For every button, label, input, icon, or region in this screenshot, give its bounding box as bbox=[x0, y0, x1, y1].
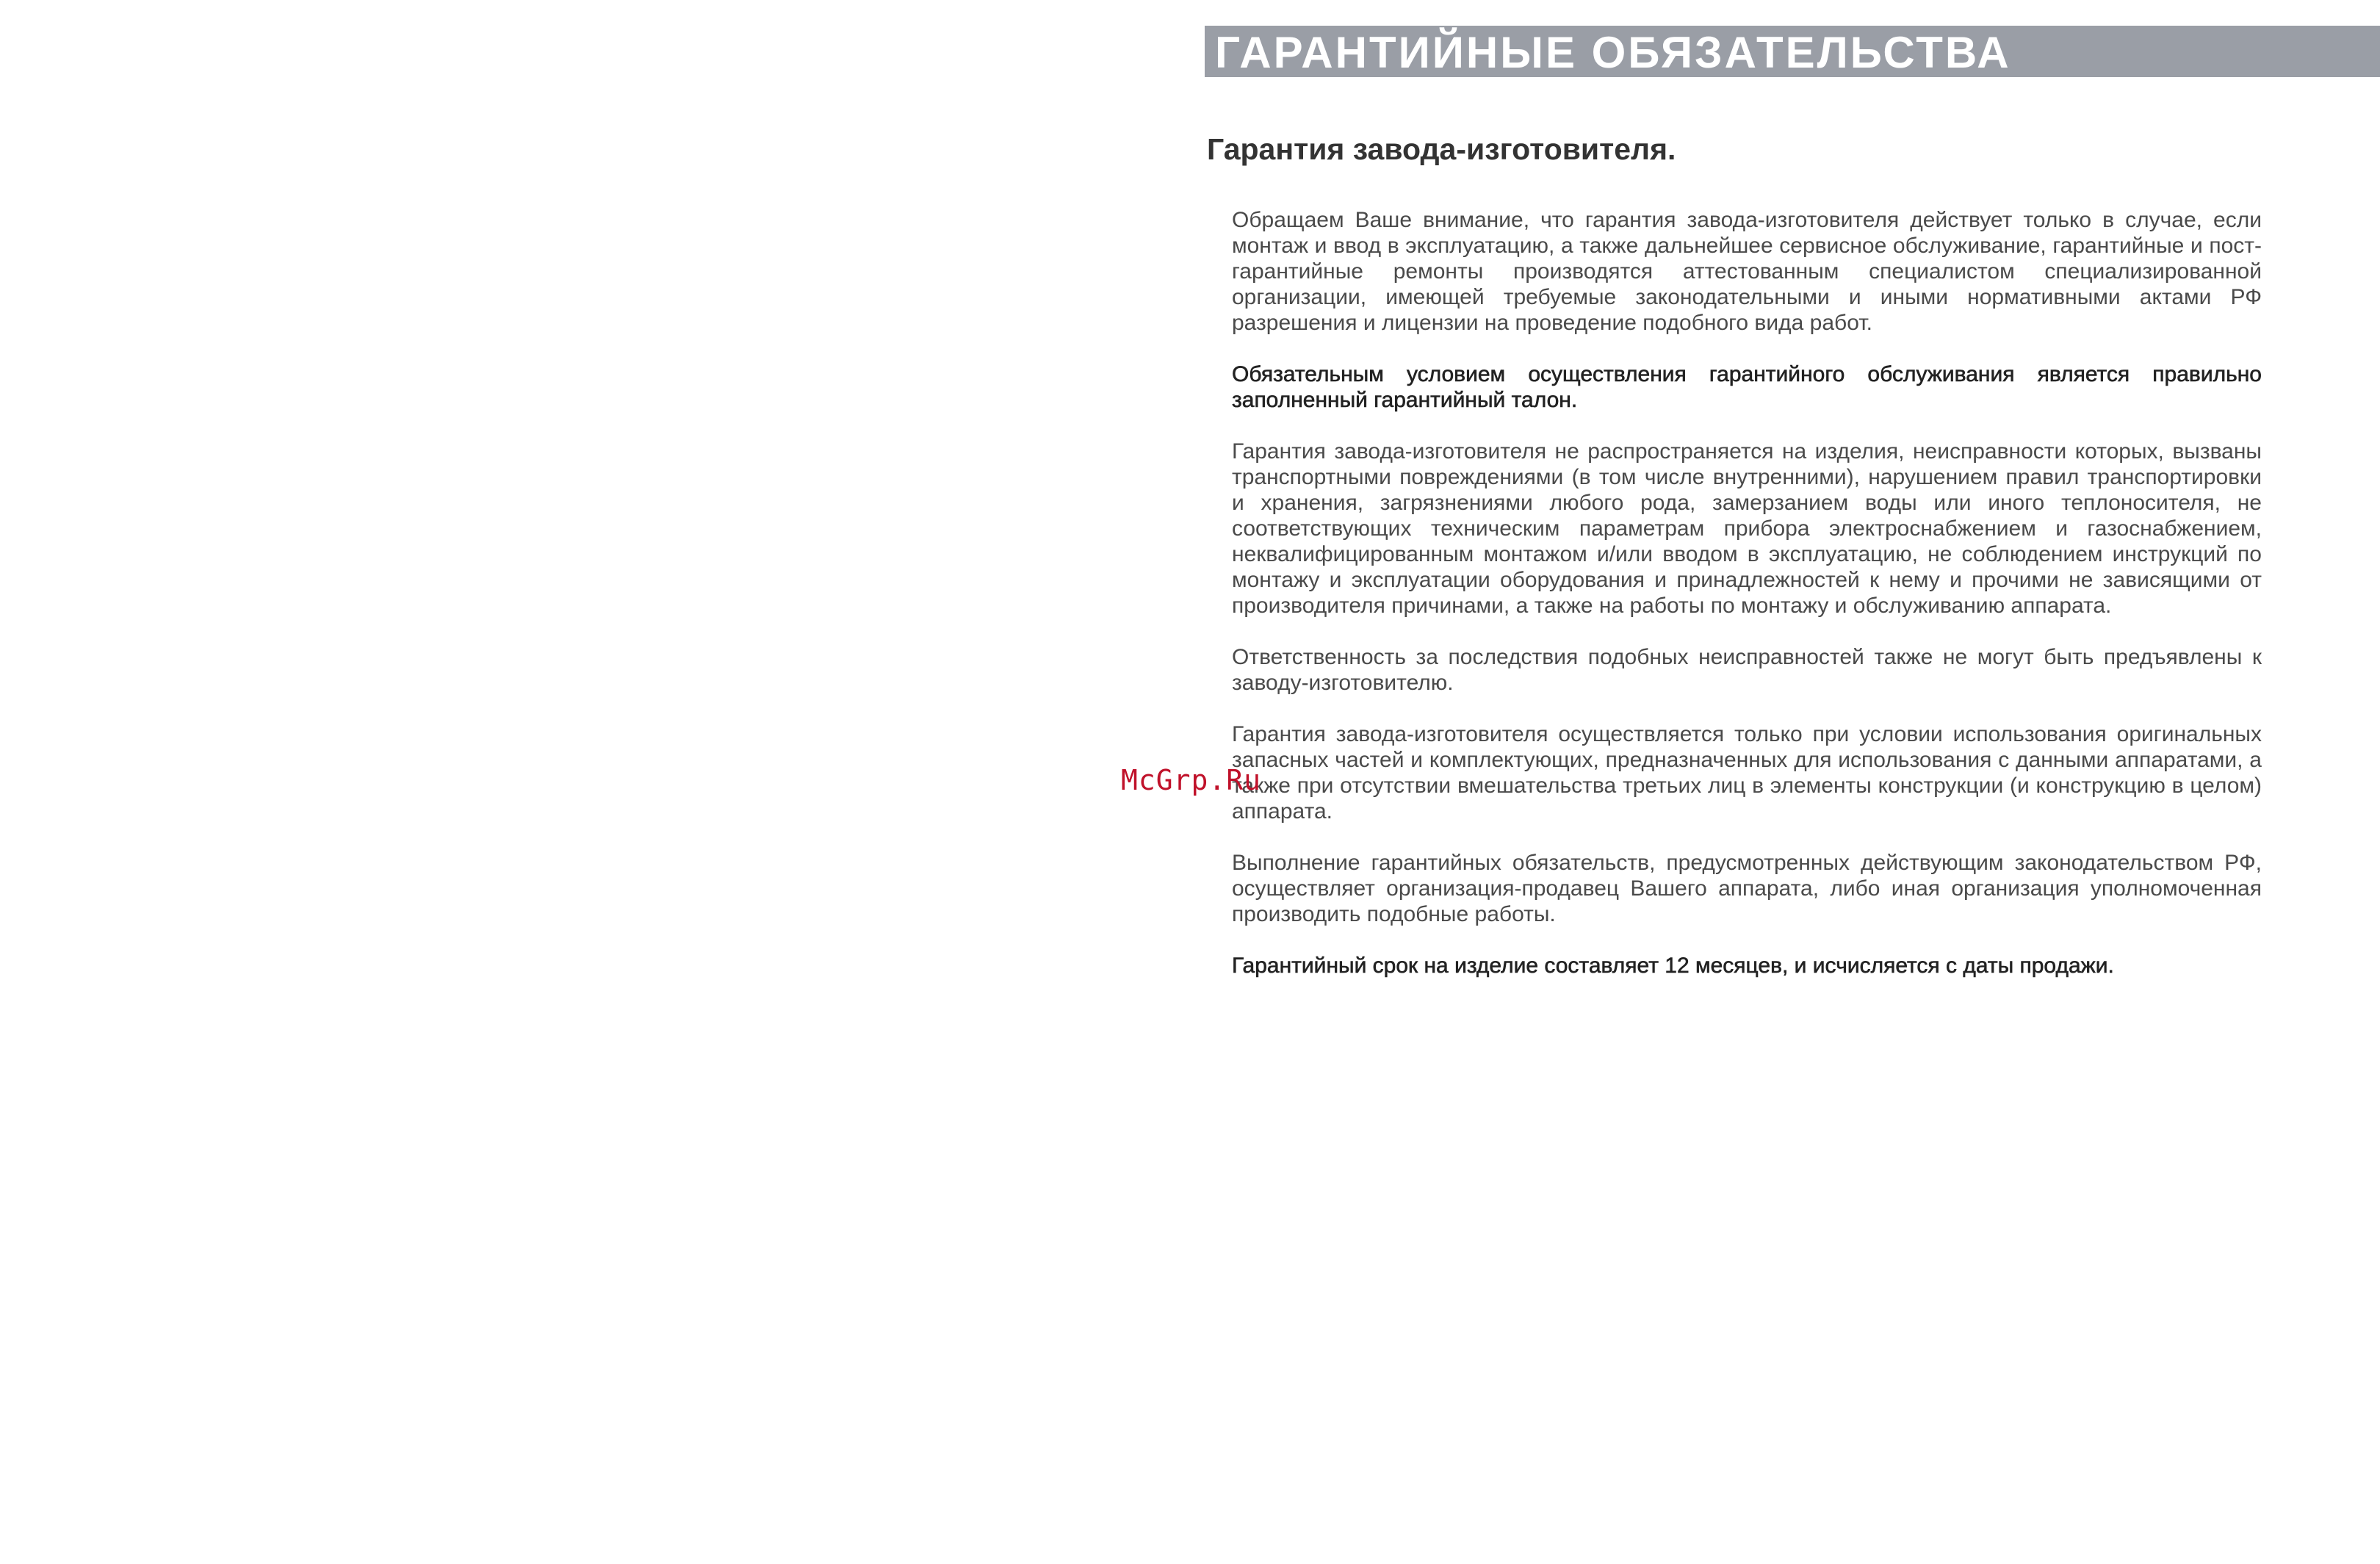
section-subtitle: Гарантия завода-изготовителя. bbox=[1207, 132, 1676, 166]
paragraph-original-parts: Гарантия завода-изготовителя осуществляется только при условии использования оригинальных запасных частей и комплектующих, предназначенных для использования с данными аппаратами, а также при отсутствии вмешательства третьих лиц в элементы конструкции (и конструкцию в целом) аппарата. bbox=[1232, 722, 2262, 824]
header-bar bbox=[1205, 26, 2380, 77]
paragraph-installation-conditions: Обращаем Ваше внимание, что гарантия завода-изготовителя действует только в случае, если монтаж и ввод в эксплуатацию, а также дальнейшее сервисное обслуживание, гарантийные и пост-гарантийные ремонты производятся аттестованным специалистом специализированной организации, имеющей требуемые законодательными и иными нормативными актами РФ разрешения и лицензии на проведение подобного вида работ. bbox=[1232, 208, 2262, 335]
paragraph-exclusions: Гарантия завода-изготовителя не распространяется на изделия, неисправности которых, вызваны транспортными повреждениями (в том числе внутренними), нарушением правил транспортировки и хранения, загрязнениями любого рода, замерзанием воды или иного теплоносителя, не соответствующих техническим параметрам прибора электроснабжением и газоснабжением, неквалифицированным монтажом и/или вводом в эксплуатацию, не соблюдением инструкций по монтажу и эксплуатации оборудования и принадлежностей к нему и прочими не зависящими от производителя причинами, а также на работы по монтажу и обслуживанию аппарата. bbox=[1232, 439, 2262, 618]
paragraph-warranty-card-condition: Обязательным условием осуществления гарантийного обслуживания является правильно заполненный гарантийный талон. bbox=[1232, 362, 2262, 412]
paragraph-warranty-period: Гарантийный срок на изделие составляет 12 месяцев, и исчисляется с даты продажи. bbox=[1232, 954, 2114, 978]
paragraph-liability: Ответственность за последствия подобных неисправностей также не могут быть предъявлены к заводу-изготовителю. bbox=[1232, 645, 2262, 695]
paragraph-service-organization: Выполнение гарантийных обязательств, предусмотренных действующим законодательством РФ, осуществляет организация-продавец Вашего аппарата, либо иная организация уполномоченная производить подобные работы. bbox=[1232, 851, 2262, 926]
watermark: McGrp.Ru bbox=[1121, 764, 1262, 796]
page-title: ГАРАНТИЙНЫЕ ОБЯЗАТЕЛЬСТВА bbox=[1215, 28, 2011, 77]
warranty-text-block bbox=[1232, 207, 2262, 1004]
